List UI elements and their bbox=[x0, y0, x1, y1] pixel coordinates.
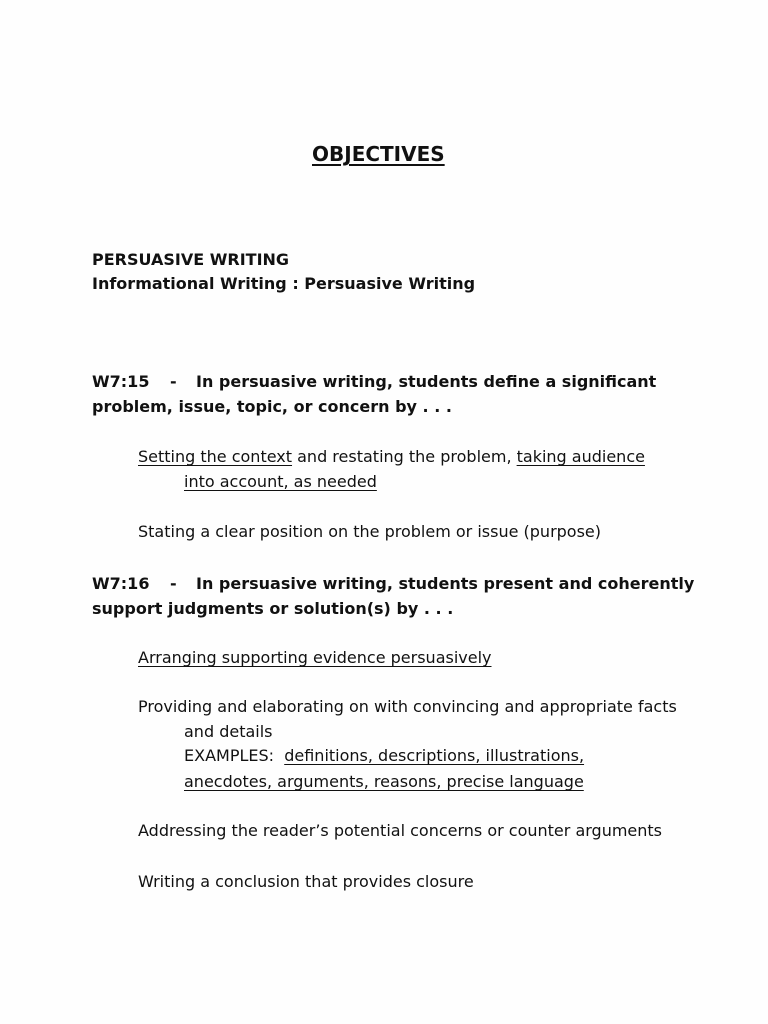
examples-label: EXAMPLES: bbox=[184, 746, 275, 765]
w16-item3: Addressing the reader’s potential concerns or counter arguments bbox=[138, 821, 663, 840]
objective-w15-line1 bbox=[92, 372, 656, 392]
objective-dash: - bbox=[170, 574, 177, 593]
w16-item2-line2: and details bbox=[184, 722, 273, 741]
objective-w15-line2: problem, issue, topic, or concern by . . . bbox=[92, 397, 452, 416]
page-title: OBJECTIVES bbox=[312, 142, 445, 166]
w16-item1: Arranging supporting evidence persuasively bbox=[138, 648, 492, 667]
w16-item2-line1: Providing and elaborating on with convincing and appropriate facts bbox=[138, 697, 677, 716]
objective-code: W7:16 bbox=[92, 574, 150, 593]
w16-examples-line2: anecdotes, arguments, reasons, precise language bbox=[184, 772, 584, 791]
objective-code: W7:15 bbox=[92, 372, 150, 391]
w15-item1-line2: into account, as needed bbox=[184, 472, 377, 491]
objective-w16-line1 bbox=[92, 574, 694, 594]
underlined-phrase: Setting the context bbox=[138, 447, 293, 466]
section-subheading: Informational Writing : Persuasive Writing bbox=[92, 274, 476, 293]
objective-text: In persuasive writing, students define a significant bbox=[196, 372, 657, 391]
w16-item4: Writing a conclusion that provides closure bbox=[138, 872, 474, 891]
w15-item2: Stating a clear position on the problem or issue (purpose) bbox=[138, 522, 602, 541]
section-heading: PERSUASIVE WRITING bbox=[92, 250, 290, 269]
w15-item1-line1 bbox=[138, 447, 645, 467]
plain-phrase: and restating the problem, bbox=[292, 447, 517, 466]
objective-text: In persuasive writing, students present and coherently bbox=[196, 574, 695, 593]
objective-dash: - bbox=[170, 372, 177, 391]
objective-w16-line2: support judgments or solution(s) by . . . bbox=[92, 599, 454, 618]
underlined-phrase: taking audience bbox=[516, 447, 645, 466]
examples-list: definitions, descriptions, illustrations, bbox=[284, 746, 585, 765]
w16-examples-line1 bbox=[184, 746, 584, 766]
